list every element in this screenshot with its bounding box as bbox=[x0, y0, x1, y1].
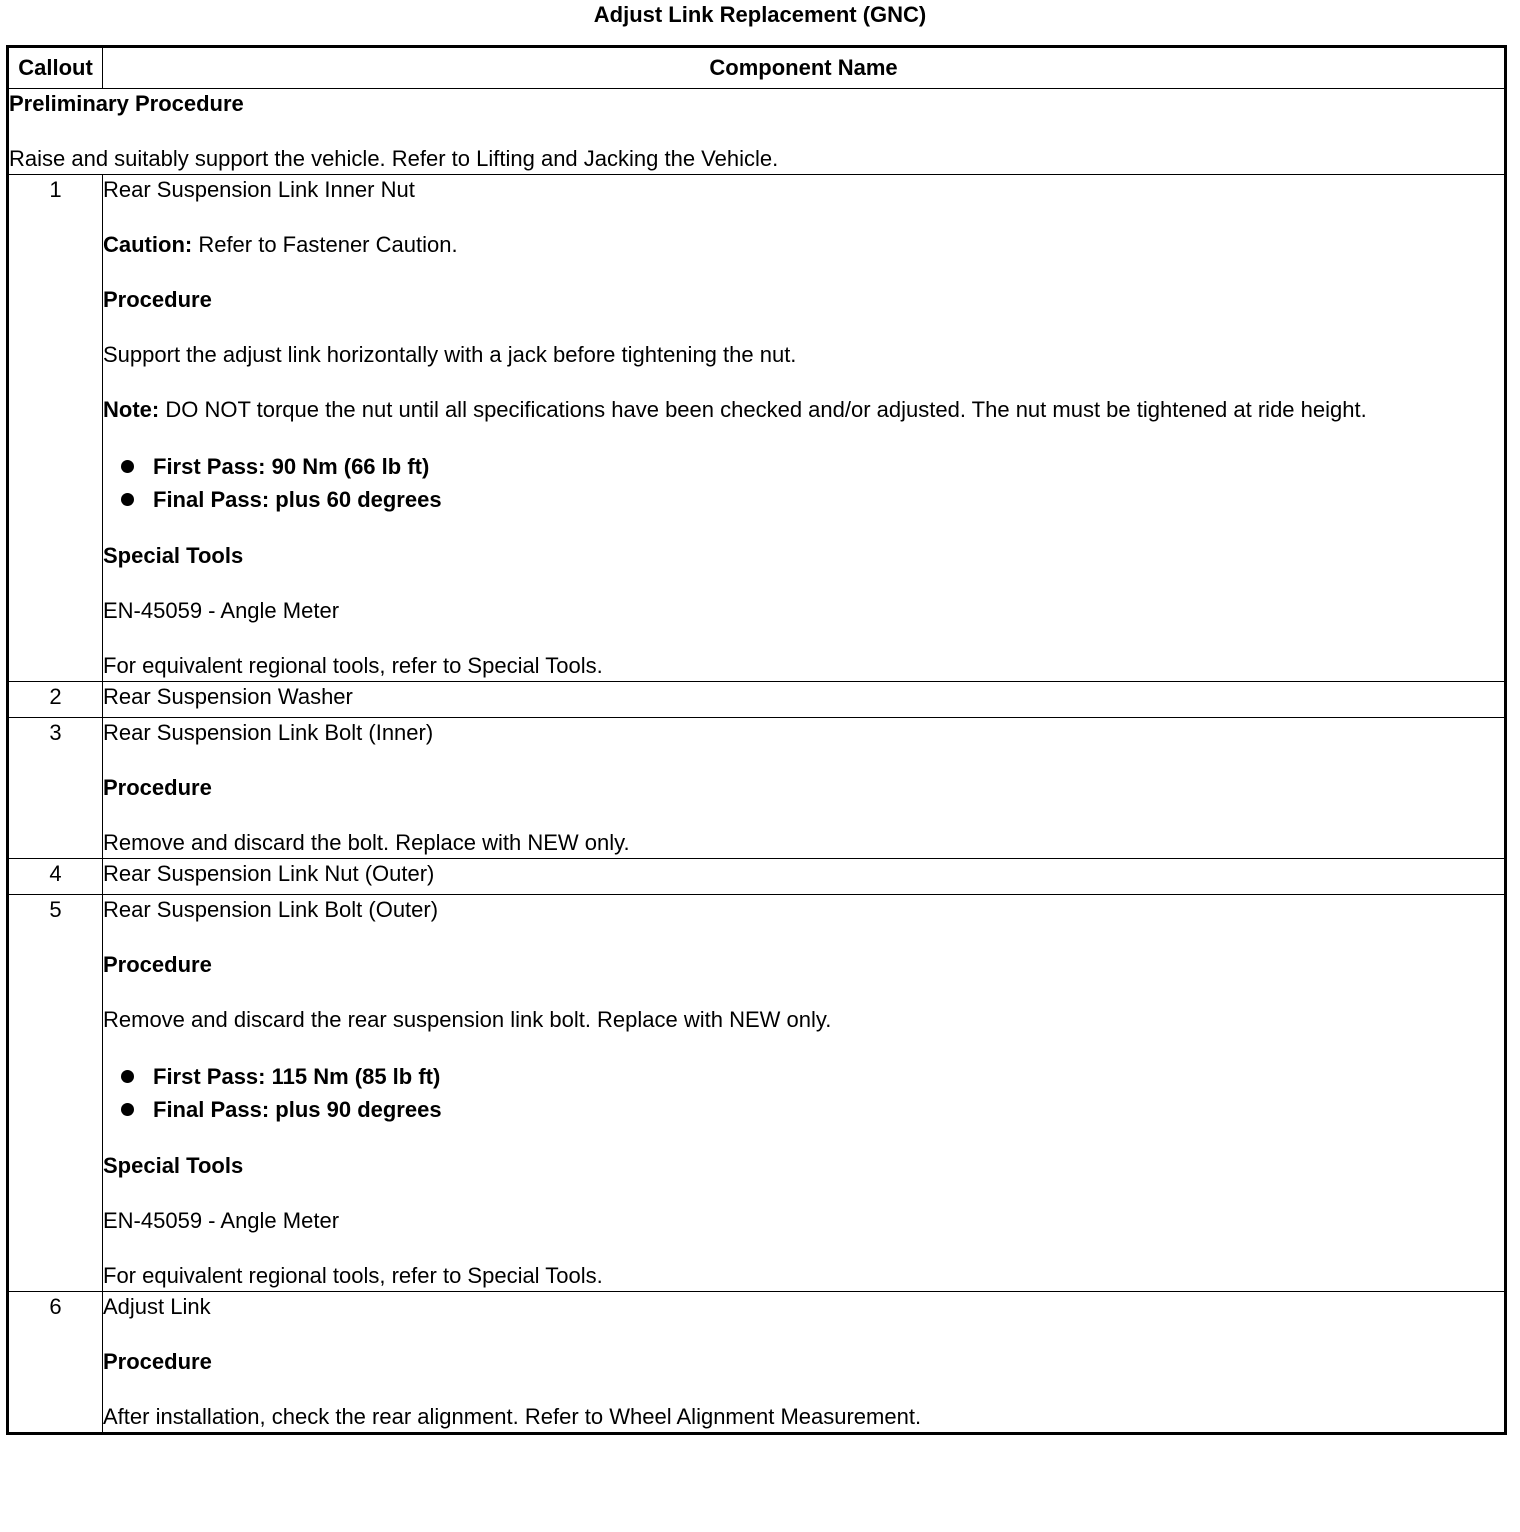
special-tools-heading: Special Tools bbox=[103, 543, 244, 568]
callout-column-header: Callout bbox=[8, 47, 103, 89]
component-column-header: Component Name bbox=[103, 47, 1506, 89]
preliminary-text: Raise and suitably support the vehicle. Refer to Lifting and Jacking the Vehicle. bbox=[9, 146, 779, 171]
note-line bbox=[103, 395, 1504, 425]
caution-text: Refer to Fastener Caution. bbox=[192, 232, 458, 257]
callout-number: 2 bbox=[8, 682, 103, 718]
list-item: Final Pass: plus 90 degrees bbox=[103, 1093, 1504, 1126]
bullet-icon bbox=[121, 460, 134, 473]
bullet-icon bbox=[121, 493, 134, 506]
table-row bbox=[8, 1292, 1506, 1434]
list-item: First Pass: 90 Nm (66 lb ft) bbox=[103, 450, 1504, 483]
procedure-text: Remove and discard the bolt. Replace with NEW only. bbox=[103, 830, 630, 855]
list-item: First Pass: 115 Nm (85 lb ft) bbox=[103, 1060, 1504, 1093]
procedure-text: After installation, check the rear alignment. Refer to Wheel Alignment Measurement. bbox=[103, 1404, 922, 1429]
procedure-heading: Procedure bbox=[103, 1349, 212, 1374]
tools-reference: For equivalent regional tools, refer to Special Tools. bbox=[103, 1263, 603, 1288]
note-label: Note: bbox=[103, 397, 160, 422]
component-cell bbox=[103, 175, 1506, 682]
bullet-icon bbox=[121, 1070, 134, 1083]
callout-number: 6 bbox=[8, 1292, 103, 1434]
torque-list bbox=[103, 450, 1504, 516]
callout-number: 4 bbox=[8, 859, 103, 895]
list-item: Final Pass: plus 60 degrees bbox=[103, 483, 1504, 516]
special-tools-heading: Special Tools bbox=[103, 1153, 244, 1178]
preliminary-cell bbox=[8, 89, 1506, 175]
bullet-icon bbox=[121, 1103, 134, 1116]
special-tool: EN-45059 - Angle Meter bbox=[103, 598, 340, 623]
components-table bbox=[6, 45, 1507, 1435]
component-name: Rear Suspension Link Nut (Outer) bbox=[103, 859, 1506, 895]
component-name: Rear Suspension Link Bolt (Outer) bbox=[103, 897, 439, 922]
note-text: DO NOT torque the nut until all specifications have been checked and/or adjusted. The nut must be tightened at ride height. bbox=[159, 397, 1367, 422]
caution-label: Caution: bbox=[103, 232, 193, 257]
component-name: Rear Suspension Link Inner Nut bbox=[103, 177, 415, 202]
table-header-row bbox=[8, 47, 1506, 89]
preliminary-row bbox=[8, 89, 1506, 175]
caution-line bbox=[103, 230, 1504, 260]
component-name: Rear Suspension Link Bolt (Inner) bbox=[103, 720, 434, 745]
component-cell bbox=[103, 1292, 1506, 1434]
table-row bbox=[8, 895, 1506, 1292]
procedure-heading: Procedure bbox=[103, 775, 212, 800]
component-name: Rear Suspension Washer bbox=[103, 682, 1506, 718]
component-cell bbox=[103, 895, 1506, 1292]
table-row bbox=[8, 175, 1506, 682]
component-name: Adjust Link bbox=[103, 1294, 211, 1319]
component-cell bbox=[103, 718, 1506, 859]
preliminary-heading: Preliminary Procedure bbox=[9, 91, 244, 116]
tools-reference: For equivalent regional tools, refer to Special Tools. bbox=[103, 653, 603, 678]
callout-number: 3 bbox=[8, 718, 103, 859]
procedure-text: Remove and discard the rear suspension link bolt. Replace with NEW only. bbox=[103, 1007, 832, 1032]
procedure-text: Support the adjust link horizontally with a jack before tightening the nut. bbox=[103, 342, 797, 367]
procedure-heading: Procedure bbox=[103, 952, 212, 977]
table-row bbox=[8, 859, 1506, 895]
table-row bbox=[8, 682, 1506, 718]
callout-number: 5 bbox=[8, 895, 103, 1292]
table-row bbox=[8, 718, 1506, 859]
torque-list bbox=[103, 1060, 1504, 1126]
procedure-heading: Procedure bbox=[103, 287, 212, 312]
callout-number: 1 bbox=[8, 175, 103, 682]
special-tool: EN-45059 - Angle Meter bbox=[103, 1208, 340, 1233]
page-title: Adjust Link Replacement (GNC) bbox=[593, 2, 927, 27]
